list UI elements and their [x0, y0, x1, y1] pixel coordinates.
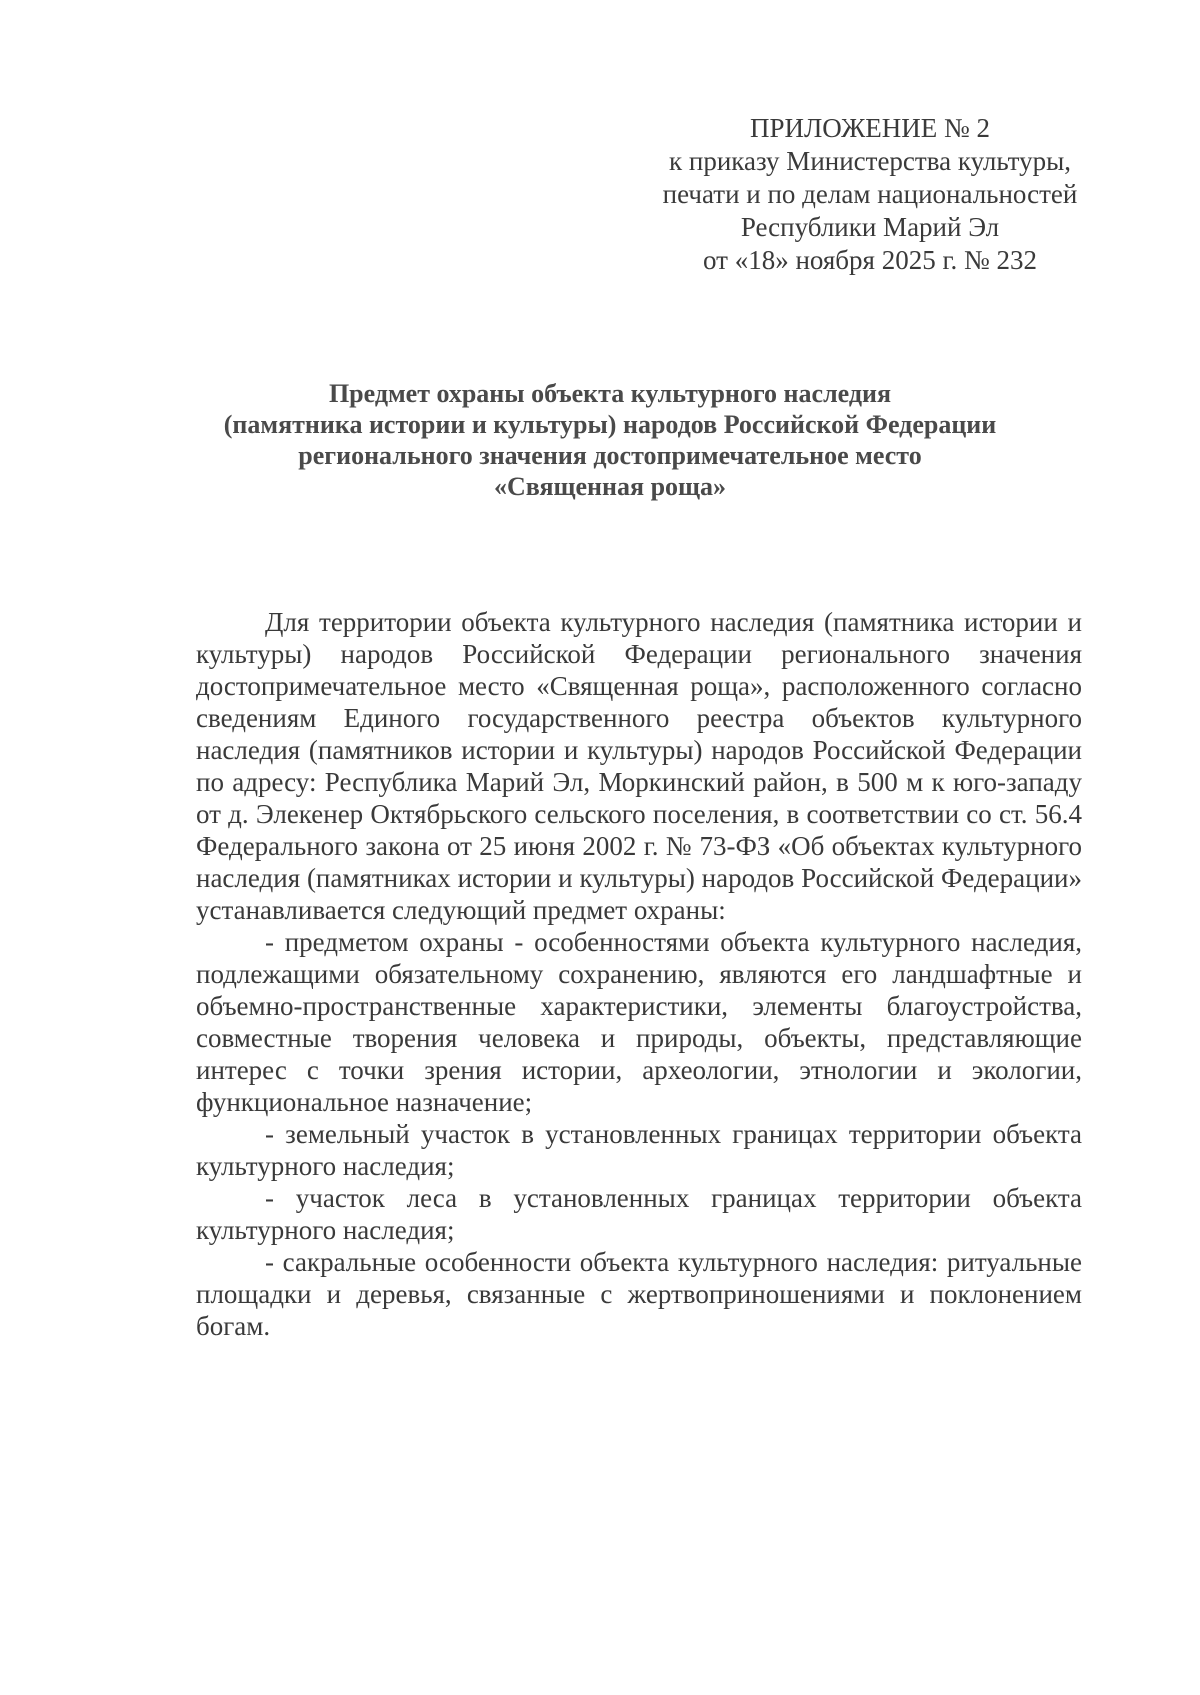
appendix-line-order: к приказу Министерства культуры, — [669, 146, 1071, 176]
title-line-1: Предмет охраны объекта культурного наследия — [328, 379, 892, 408]
body-paragraph-item-1: - предметом охраны - особенностями объекта культурного наследия, подлежащими обязательному сохранению, являются его ландшафтные и объемно-пространственные характеристики, элементы благоустройства, совместные творения человека и природы, объекты, представляющие интерес с точки зрения истории, археологии, этнологии и экологии, функциональное назначение; — [196, 927, 1082, 1117]
appendix-line-republic: Республики Марий Эл — [740, 212, 1000, 242]
appendix-line-date: от «18» ноября 2025 г. № 232 — [703, 245, 1037, 275]
appendix-line-ministry: печати и по делам национальностей — [662, 179, 1078, 209]
body-paragraph-intro: Для территории объекта культурного наследия (памятника истории и культуры) народов Российской Федерации регионального значения достопримечательное место «Священная роща», расположенного согласно сведениям Единого государственного реестра объектов культурного наследия (памятников истории и культуры) народов Российской Федерации по адресу: Республика Марий Эл, Моркинский район, в 500 м к юго-западу от д. Элекенер Октябрьского сельского поселения, в соответствии со ст. 56.4 Федерального закона от 25 июня 2002 г. № 73-ФЗ «Об объектах культурного наследия (памятниках истории и культуры) народов Российской Федерации» устанавливается следующий предмет охраны: — [196, 607, 1082, 925]
appendix-title: ПРИЛОЖЕНИЕ № 2 — [749, 113, 991, 143]
document-body — [196, 606, 1082, 1342]
body-paragraph-item-2: - земельный участок в установленных границах территории объекта культурного наследия; — [196, 1119, 1082, 1181]
body-paragraph-item-4: - сакральные особенности объекта культурного наследия: ритуальные площадки и деревья, связанные с жертвоприношениями и поклонением богам. — [196, 1247, 1082, 1341]
appendix-header — [640, 112, 1100, 277]
title-line-4: «Священная роща» — [494, 472, 726, 501]
body-paragraph-item-3: - участок леса в установленных границах территории объекта культурного наследия; — [196, 1183, 1082, 1245]
title-line-2: (памятника истории и культуры) народов Российской Федерации — [223, 410, 997, 439]
title-line-3: регионального значения достопримечательное место — [298, 441, 922, 470]
document-title — [150, 378, 1070, 502]
